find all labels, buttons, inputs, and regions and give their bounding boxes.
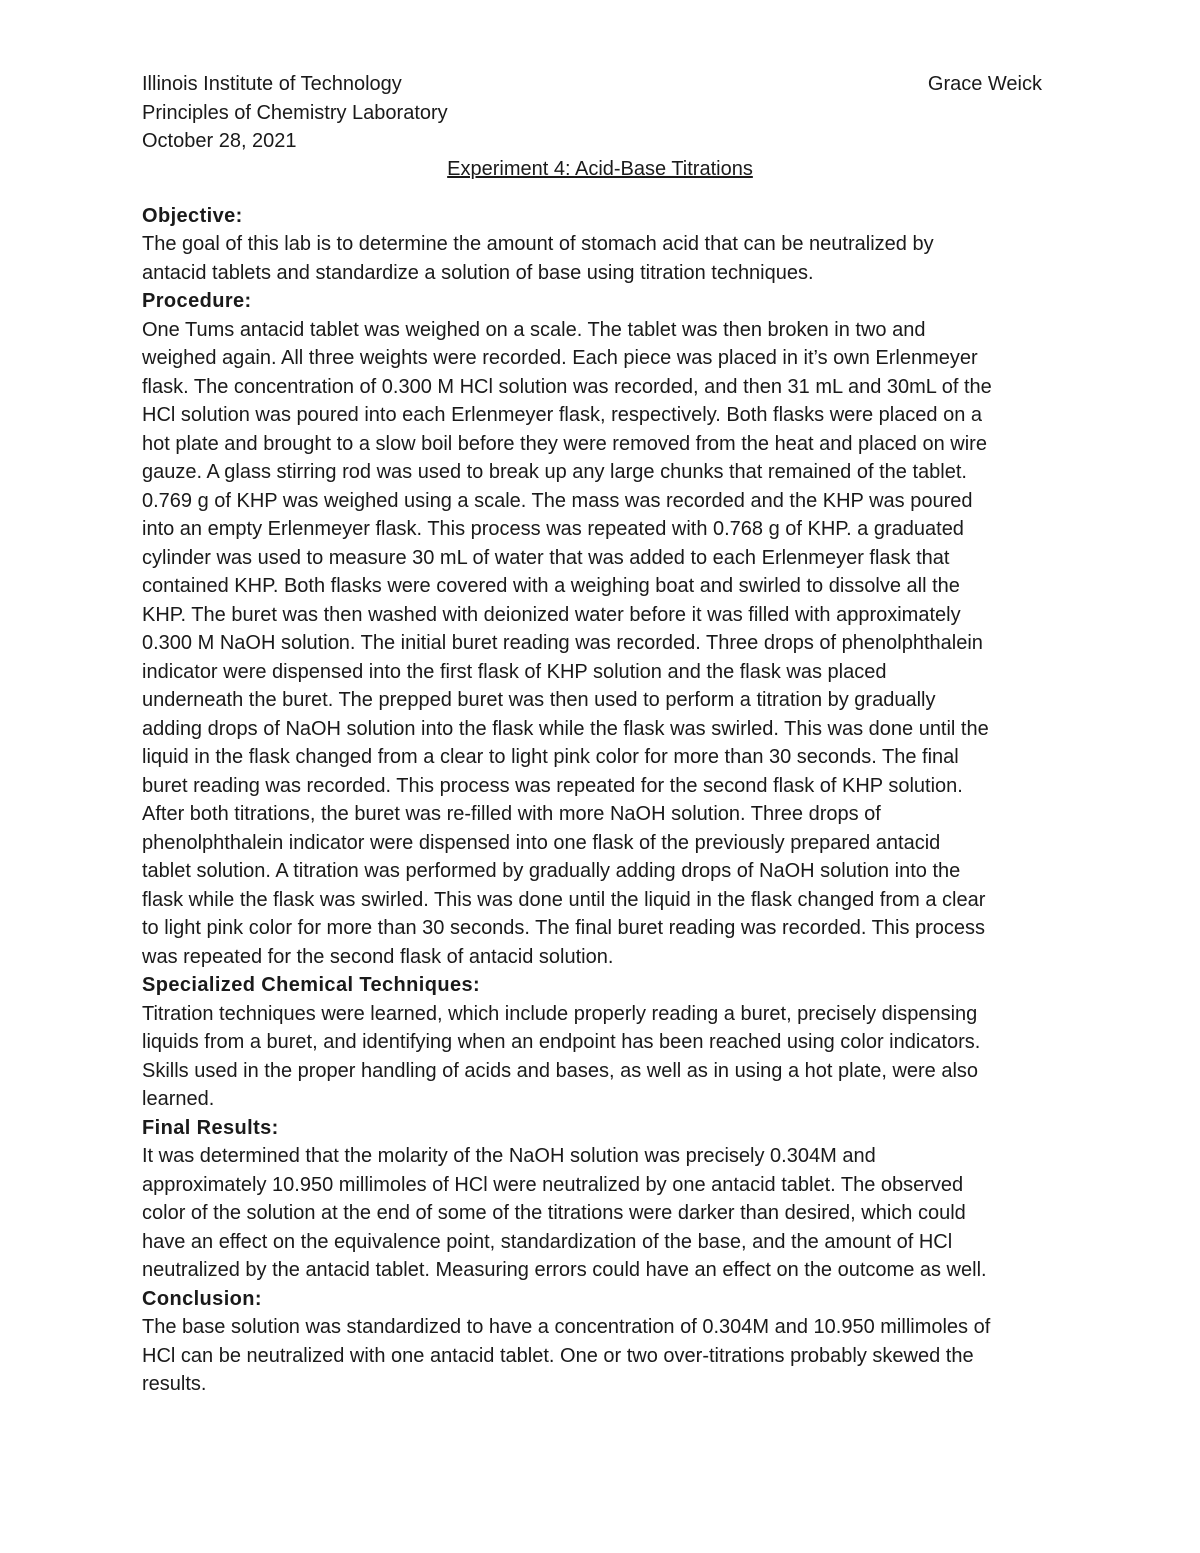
report-section bbox=[142, 287, 1060, 971]
report-body bbox=[142, 202, 1060, 1399]
paragraph-line: color of the solution at the end of some of the titrations were darker than desired, which could bbox=[142, 1202, 966, 1224]
author-name: Grace Weick bbox=[927, 73, 1042, 95]
report-section bbox=[142, 1285, 1060, 1399]
paragraph-line: antacid tablets and standardize a solution of base using titration techniques. bbox=[142, 261, 814, 284]
paragraph-line: flask. The concentration of 0.300 M HCl solution was recorded, and then 31 mL and 30mL of the bbox=[142, 375, 992, 398]
paragraph-line: approximately 10.950 millimoles of HCl were neutralized by one antacid tablet. The observed bbox=[142, 1173, 964, 1196]
section-heading: Conclusion: bbox=[142, 1287, 262, 1310]
section-paragraph bbox=[142, 1313, 1060, 1399]
paragraph-line: The base solution was standardized to have a concentration of 0.304M and 10.950 millimoles of bbox=[142, 1316, 991, 1338]
paragraph-line: HCl solution was poured into each Erlenmeyer flask, respectively. Both flasks were placed on a bbox=[142, 404, 983, 426]
paragraph-line: hot plate and brought to a slow boil before they were removed from the heat and placed on wire bbox=[142, 432, 987, 455]
paragraph-line: 0.769 g of KHP was weighed using a scale. The mass was recorded and the KHP was poured bbox=[142, 489, 973, 512]
section-heading: Procedure: bbox=[142, 290, 252, 312]
paragraph-line: Skills used in the proper handling of acids and bases, as well as in using a hot plate, were also bbox=[142, 1059, 979, 1082]
paragraph-line: HCl can be neutralized with one antacid tablet. One or two over-titrations probably skewed the bbox=[142, 1344, 974, 1367]
paragraph-line: indicator were dispensed into the first flask of KHP solution and the flask was placed bbox=[142, 660, 887, 683]
paragraph-line: cylinder was used to measure 30 mL of water that was added to each Erlenmeyer flask that bbox=[142, 546, 950, 569]
paragraph-line: liquids from a buret, and identifying when an endpoint has been reached using color indicators. bbox=[142, 1031, 981, 1053]
document-date: October 28, 2021 bbox=[142, 130, 297, 152]
paragraph-line: flask while the flask was swirled. This was done until the liquid in the flask changed from a clear bbox=[142, 888, 986, 911]
section-paragraph bbox=[142, 230, 1060, 287]
section-heading: Objective: bbox=[142, 204, 243, 227]
paragraph-line: learned. bbox=[142, 1088, 215, 1110]
paragraph-line: It was determined that the molarity of the NaOH solution was precisely 0.304M and bbox=[142, 1145, 876, 1167]
paragraph-line: Titration techniques were learned, which include properly reading a buret, precisely dispensing bbox=[142, 1002, 978, 1025]
report-section bbox=[142, 1114, 1060, 1285]
paragraph-line: weighed again. All three weights were recorded. Each piece was placed in it’s own Erlenmeyer bbox=[142, 347, 978, 369]
paragraph-line: have an effect on the equivalence point, standardization of the base, and the amount of HCl bbox=[142, 1230, 953, 1253]
paragraph-line: phenolphthalein indicator were dispensed into one flask of the previously prepared antacid bbox=[142, 831, 941, 854]
section-paragraph bbox=[142, 1142, 1060, 1285]
paragraph-line: into an empty Erlenmeyer flask. This process was repeated with 0.768 g of KHP. a graduated bbox=[142, 518, 964, 540]
paragraph-line: After both titrations, the buret was re-filled with more NaOH solution. Three drops of bbox=[142, 803, 881, 825]
paragraph-line: liquid in the flask changed from a clear to light pink color for more than 30 seconds. The final bbox=[142, 746, 959, 768]
paragraph-line: was repeated for the second flask of antacid solution. bbox=[142, 945, 614, 968]
institution-name: Illinois Institute of Technology bbox=[142, 73, 402, 95]
title-spacer bbox=[142, 182, 1060, 202]
experiment-title: Experiment 4: Acid-Base Titrations bbox=[447, 157, 753, 180]
paragraph-line: One Tums antacid tablet was weighed on a scale. The tablet was then broken in two and bbox=[142, 318, 926, 341]
header-row bbox=[142, 70, 1042, 99]
paragraph-line: tablet solution. A titration was performed by gradually adding drops of NaOH solution into the bbox=[142, 860, 961, 882]
paragraph-line: contained KHP. Both flasks were covered with a weighing boat and swirled to dissolve all the bbox=[142, 575, 960, 597]
paragraph-line: 0.300 M NaOH solution. The initial buret reading was recorded. Three drops of phenolphthalein bbox=[142, 632, 983, 654]
paragraph-line: KHP. The buret was then washed with deionized water before it was filled with approximately bbox=[142, 603, 961, 626]
section-paragraph bbox=[142, 1000, 1060, 1114]
paragraph-line: gauze. A glass stirring rod was used to break up any large chunks that remained of the tablet. bbox=[142, 461, 967, 483]
section-heading: Final Results: bbox=[142, 1116, 279, 1139]
paragraph-line: adding drops of NaOH solution into the flask while the flask was swirled. This was done until the bbox=[142, 717, 989, 740]
report-section bbox=[142, 202, 1060, 288]
paragraph-line: The goal of this lab is to determine the amount of stomach acid that can be neutralized by bbox=[142, 233, 934, 255]
paragraph-line: neutralized by the antacid tablet. Measuring errors could have an effect on the outcome as well. bbox=[142, 1259, 987, 1281]
section-heading: Specialized Chemical Techniques: bbox=[142, 974, 481, 996]
paragraph-line: results. bbox=[142, 1373, 207, 1395]
document-page bbox=[142, 70, 1060, 1399]
section-paragraph bbox=[142, 316, 1060, 972]
paragraph-line: buret reading was recorded. This process was repeated for the second flask of KHP solution. bbox=[142, 774, 963, 797]
course-name: Principles of Chemistry Laboratory bbox=[142, 101, 448, 124]
report-section bbox=[142, 971, 1060, 1114]
paragraph-line: underneath the buret. The prepped buret was then used to perform a titration by gradually bbox=[142, 689, 936, 711]
paragraph-line: to light pink color for more than 30 seconds. The final buret reading was recorded. This process bbox=[142, 917, 986, 939]
